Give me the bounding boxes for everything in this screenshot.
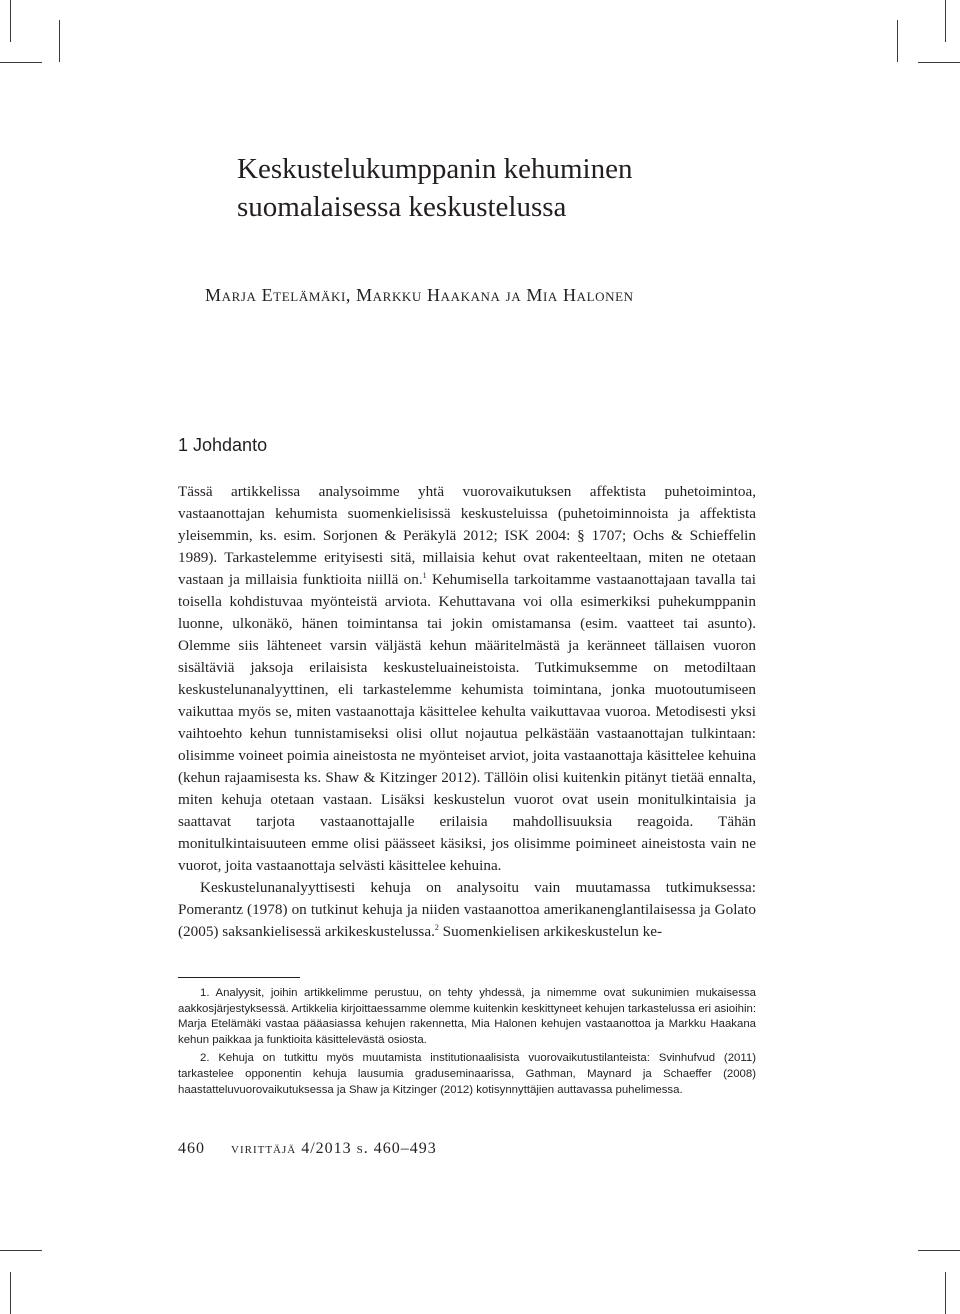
body-paragraph-1	[178, 481, 756, 877]
crop-mark	[59, 20, 60, 62]
footnote	[178, 986, 756, 1048]
footnote-ref[interactable]: 1	[422, 570, 427, 580]
footnote-text: Kehuja on tutkittu myös muutamista institutionaalisista vuorovaikutustilanteista: Svinhufvud (2011) tarkastelee opponentin kehuja lausumia graduseminaarissa, Gathman, Maynard ja Schaeffer (2008) haastatteluvuorovaikutuksessa ja Shaw ja Kitzinger (2012) kotisynnyttäjien auttavassa puhelimessa.	[178, 1052, 756, 1096]
footnote-number: 1.	[200, 987, 210, 999]
article-body	[178, 481, 756, 943]
article-authors: Marja Etelämäki, Markku Haakana ja Mia Halonen	[205, 285, 634, 305]
crop-mark	[0, 1250, 42, 1251]
article-title-line-2: suomalaisessa keskustelussa	[237, 191, 567, 223]
article-title	[237, 150, 797, 226]
footnote-text: Analyysit, joihin artikkelimme perustuu, on tehty yhdessä, ja nimemme ovat sukunimien mukaisessa aakkosjärjestyksessä. Artikkelia kirjoittaessamme olemme kuitenkin keskittyneet kehujen tarkastelussa eri asioihin: Marja Etelämäki vastaa pääasiassa kehujen rakennetta, Mia Halonen kehujen vastaanottoa ja Markku Haakana kehun paikkaa ja funktioita käsittelevästä osiosta.	[178, 987, 756, 1046]
crop-mark	[918, 62, 960, 63]
footnote-number: 2.	[200, 1052, 210, 1065]
body-paragraph-2	[178, 877, 756, 943]
footnote	[178, 1051, 756, 1098]
crop-mark	[10, 1272, 11, 1314]
journal-citation: virittäjä 4/2013 s. 460–493	[231, 1140, 437, 1157]
footnote-separator	[178, 977, 300, 978]
crop-mark	[0, 62, 42, 63]
footnote-ref[interactable]: 2	[434, 922, 439, 932]
crop-mark	[10, 0, 11, 42]
footnotes	[178, 986, 756, 1098]
paragraph-text: Suomenkielisen arkikeskustelun ke-	[438, 923, 663, 940]
paragraph-text: Tässä artikkelissa analysoimme yhtä vuorovaikutuksen affektista puhetoimintoa, vastaanottajan kehumista suomenkielisissä keskusteluissa (puhetoiminnoista ja affektista yleisemmin, ks. esim. Sorjonen & Peräkylä 2012; ISK 2004: § 1707; Ochs & Schieffelin 1989). Tarkastelemme erityisesti sitä, millaisia kehut ovat rakenteeltaan, miten ne otetaan vastaan ja millaisia funktioita niillä on.	[178, 483, 756, 588]
crop-mark	[897, 20, 898, 62]
crop-mark	[945, 0, 946, 42]
article-title-line-1: Keskustelukumppanin kehuminen	[237, 153, 633, 185]
paragraph-text: Keskustelunanalyyttisesti kehuja on analysoitu vain muutamassa tutkimuksessa: Pomerantz (1978) on tutkinut kehuja ja niiden vastaanottoa amerikanenglantilaisessa ja Golato (2005) saksankielisessä arkikeskustelussa.	[178, 879, 756, 940]
section-heading: 1 Johdanto	[178, 435, 268, 455]
crop-mark	[945, 1272, 946, 1314]
page-footer	[178, 1140, 437, 1158]
crop-mark	[918, 1250, 960, 1251]
paragraph-text: Kehumisella tarkoitamme vastaanottajaan tavalla tai toisella kohdistuvaa myönteistä arviota. Kehuttavana voi olla esimerkiksi puhekumppanin luonne, ulkonäkö, hänen toimintansa tai jokin omistamansa (esim. vaatteet tai asunto). Olemme siis lähteneet varsin väljästä kehun määritelmästä ja keränneet tällaisen vuoron sisältäviä jaksoja erilaisista keskusteluaineistoista. Tutkimuksemme on metodiltaan keskustelunanalyyttinen, eli tarkastelemme kehumista toimintana, jonka muotoutumiseen vaikuttaa myös se, miten vastaanottaja käsittelee kehulta vaikuttavaa vuoroa. Metodisesti yksi vaihtoehto kehun tunnistamiseksi olisi ollut nojautua pelkästään vastaanottajan tulkintaan: olisimme voineet poimia aineistosta ne myönteiset arviot, joita vastaanottaja käsittelee kehuina (kehun rajaamisesta ks. Shaw & Kitzinger 2012). Tällöin olisi kuitenkin pitänyt tietää ennalta, miten kehuja otetaan vastaan. Lisäksi keskustelun vuorot ovat usein monitulkintaisia ja saattavat tarjota vastaanottajalle erilaisia mahdollisuuksia reagoida. Tähän monitulkintaisuuteen emme olisi päässeet käsiksi, jos olisimme poimineet aineistosta vain ne vuorot, joita vastaanottaja selvästi käsittelee kehuina.	[178, 571, 756, 874]
page-number: 460	[178, 1140, 205, 1157]
